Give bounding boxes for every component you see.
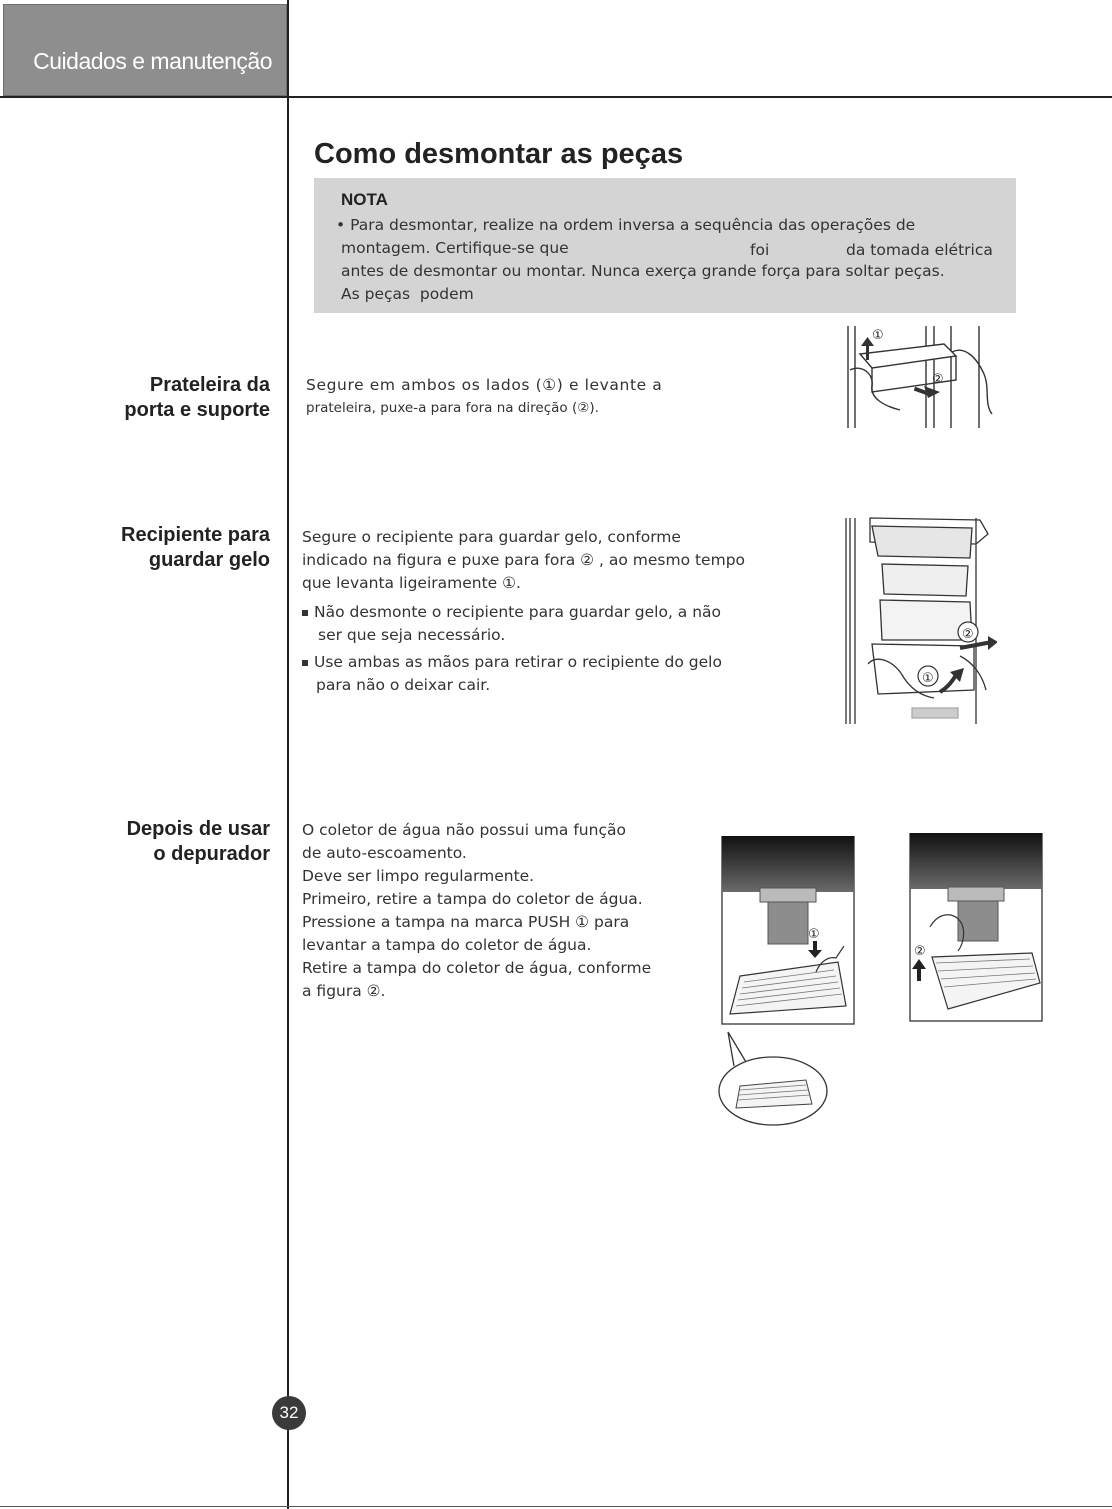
body-line: O coletor de água não possui uma função [302,821,626,839]
bullet-text: Use ambas as mãos para retirar o recipiente do gelo [314,653,722,671]
figure-marker: ② [932,372,944,387]
note-line-2c: da tomada elétrica [846,241,993,259]
figure-marker: ① [922,671,934,686]
section-text-ice-bin [302,526,745,697]
figure-marker: ① [872,328,884,343]
bullet-continuation: para não o deixar cair. [316,676,491,694]
bullet-icon [302,610,308,616]
section-label-line: Prateleira da [149,374,270,396]
body-line: Retire a tampa do coletor de água, conforme [302,959,652,977]
note-line-1: • Para desmontar, realize na ordem inversa a sequência das operações de [336,216,916,234]
body-line: a figura ②. [302,982,386,1000]
body-line: Deve ser limpo regularmente. [302,867,535,885]
note-line-3: antes de desmontar ou montar. Nunca exerça grande força para soltar peças. [341,262,945,280]
section-tab-label: Cuidados e manutenção [33,48,272,74]
section-label-line: Depois de usar [126,818,270,840]
section-text-door-shelf [306,374,662,420]
section-label-door-shelf [124,373,270,423]
body-line: Segure em ambos os lados (①) e levante a [306,376,663,394]
header-divider [0,96,1112,98]
note-line-2b: foi [750,241,770,259]
drip-tray-lift-illustration [908,833,1044,1023]
section-tab [3,4,287,96]
ice-bin-illustration [842,514,997,726]
column-divider [287,0,289,1509]
drip-tray-press-illustration [720,836,856,1026]
body-line: que levanta ligeiramente ①. [302,574,521,592]
door-shelf-illustration [844,326,994,430]
bullet-text: Não desmonte o recipiente para guardar gelo, a não [314,603,722,621]
body-line: Primeiro, retire a tampa do coletor de água. [302,890,643,908]
bullet-continuation: ser que seja necessário. [318,626,506,644]
bullet-icon [302,660,308,666]
section-label-purifier [127,817,270,867]
figure-marker: ② [962,627,974,642]
note-line-2a: montagem. Certifique-se que [341,239,569,257]
section-label-ice-bin [121,523,270,573]
body-line: levantar a tampa do coletor de água. [302,936,592,954]
section-label-line: o depurador [153,843,270,865]
note-line-4: As peças podem [341,285,474,303]
section-label-line: Recipiente para [121,524,270,546]
note-heading: NOTA [341,190,388,209]
page-title: Como desmontar as peças [314,138,684,170]
section-label-line: porta e suporte [124,399,270,421]
body-line: indicado na figura e puxe para fora ② , ao mesmo tempo [302,551,746,569]
figure-marker: ① [808,927,820,942]
body-line: Pressione a tampa na marca PUSH ① para [302,913,630,931]
section-label-line: guardar gelo [148,549,270,571]
bullet-item [302,651,745,674]
page-number-badge: 32 [272,1396,306,1430]
drip-tray-detail-illustration [716,1028,832,1128]
body-line: Segure o recipiente para guardar gelo, conforme [302,528,681,546]
note-box [314,178,1016,313]
bullet-item [302,601,745,624]
body-line: de auto-escoamento. [302,844,467,862]
section-text-purifier [302,819,651,1003]
body-line: prateleira, puxe-a para fora na direção (②). [306,400,599,416]
figure-marker: ② [914,944,926,959]
footer-divider [0,1506,1112,1507]
